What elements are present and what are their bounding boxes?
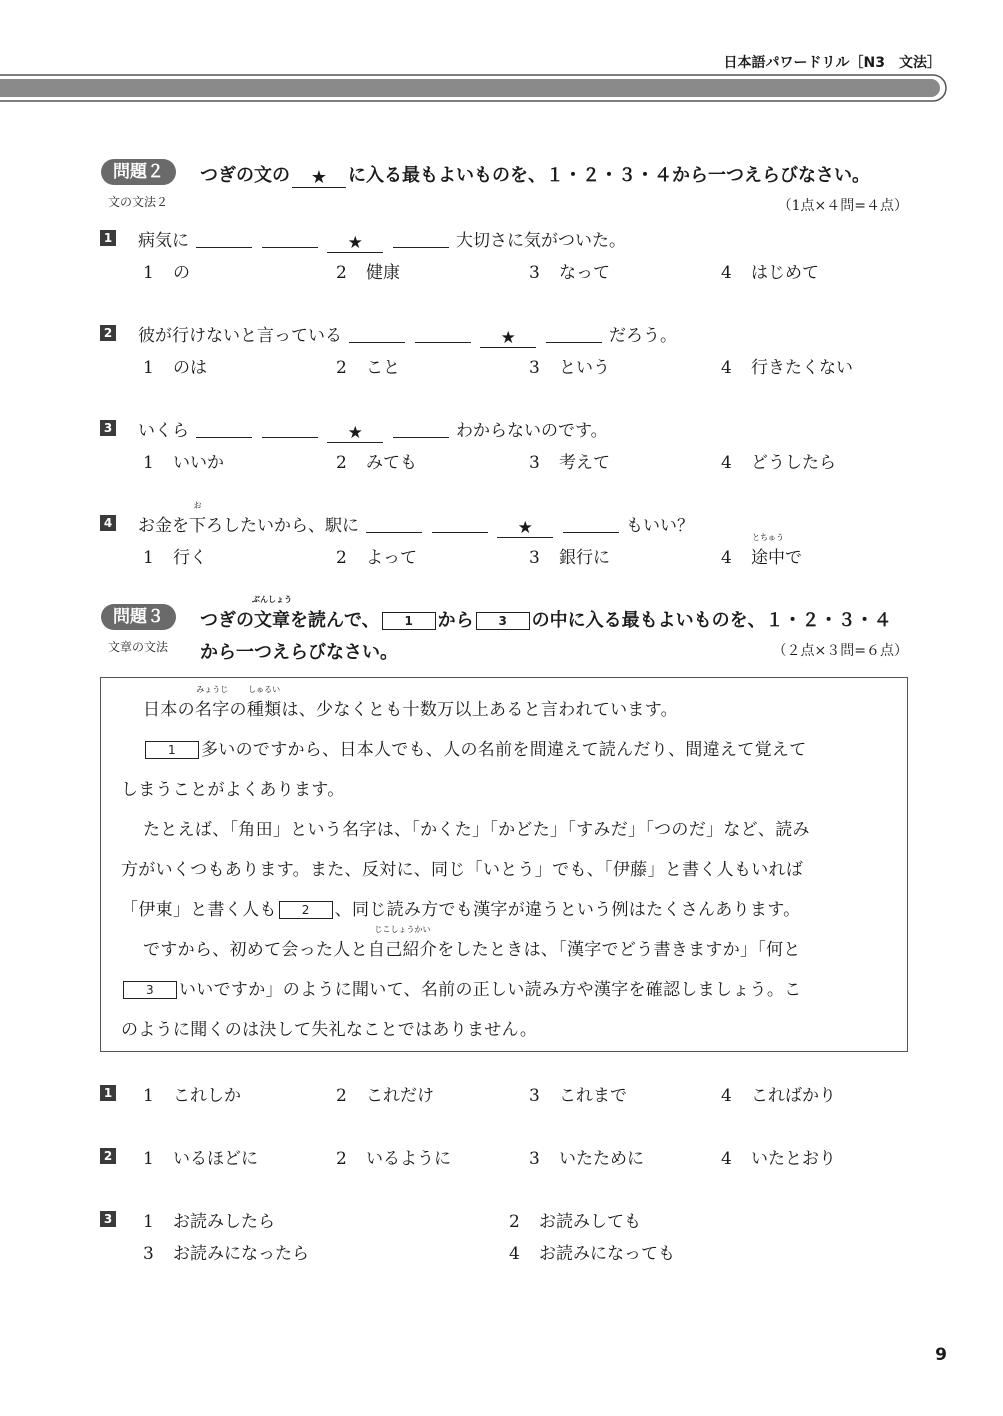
option[interactable]: 1 の [143,263,190,283]
option[interactable]: 3 これまで [529,1086,627,1106]
question-number: 3 [100,420,116,436]
answer-blank[interactable] [432,514,488,533]
option[interactable]: 2 これだけ [336,1086,434,1106]
option[interactable]: 3 お読みになったら [143,1244,309,1264]
answer-blank[interactable] [415,324,471,343]
blank-box: 1 [382,612,436,630]
mondai3-badge: 問題３ [101,604,176,630]
passage-line: しまうことがよくあります。 [121,780,345,800]
option[interactable]: 2 こと [336,358,400,378]
option[interactable]: 3 という [529,358,610,378]
option[interactable]: 3 銀行に [529,548,610,568]
option[interactable]: 2 よって [336,548,417,568]
passage-box [100,677,908,1052]
option[interactable]: 2 いるように [336,1149,451,1169]
passage-line: のように聞くのは決して失礼なことではありません。 [121,1020,538,1040]
question-sentence: 彼が行けないと言っている ★ だろう。 [138,326,678,348]
option[interactable]: 4 こればかり [721,1086,836,1106]
ruby-word: みょうじ 名字 [194,685,230,720]
option[interactable]: 1 お読みしたら [143,1212,275,1232]
option[interactable]: 4 とちゅう 途中で [721,533,802,568]
mondai2-badge: 問題２ [101,159,176,185]
question-number: 4 [100,515,116,531]
page-number: 9 [935,1345,947,1365]
option[interactable]: 1 行く [143,548,207,568]
option[interactable]: 1 のは [143,358,207,378]
ruby-word: ぶんしょう 文章 [252,595,292,631]
star-blank[interactable]: ★ [497,519,553,538]
answer-blank[interactable] [262,419,318,438]
star-blank: ★ [292,169,346,188]
mondai3-sublabel: 文章の文法 [108,640,169,654]
mondai3-score: （２点×３問=６点） [772,643,908,659]
option[interactable]: 4 いたとおり [721,1149,836,1169]
answer-blank[interactable] [393,229,449,248]
answer-blank[interactable] [196,419,252,438]
mondai2-instruction: つぎの文の ★ に入る最もよいものを、１・２・３・４から一つえらびなさい。 [200,165,870,188]
question-sentence: いくら ★ わからないのです。 [138,421,608,443]
option[interactable]: 2 お読みしても [509,1212,641,1232]
question-sentence: お金を お 下ろしたいから、駅に ★ もいい？ [138,501,695,538]
ruby-word: じこしょうかい 自己紹介 [367,925,438,960]
mondai2-sublabel: 文の文法２ [108,195,169,209]
option[interactable]: 1 これしか [143,1086,241,1106]
ruby-word: とちゅう 途中 [751,533,785,568]
mondai3-instruction-line2: から一つえらびなさい。 [200,642,398,663]
blank-box[interactable]: 2 [279,901,333,919]
option[interactable]: 3 考えて [529,453,610,473]
option[interactable]: 4 行きたくない [721,358,853,378]
question-number: 2 [100,325,116,341]
option[interactable]: 3 いたために [529,1149,644,1169]
answer-blank[interactable] [393,419,449,438]
passage-line: ですから、初めて会った人と じこしょうかい 自己紹介をしたときは、「漢字でどう書きますか」「何と [143,925,801,960]
passage-line: 日本の みょうじ 名字の しゅるい 種類は、少なくとも十数万以上あると言われています。 [143,685,678,720]
question-number: 2 [100,1148,116,1164]
answer-blank[interactable] [366,514,422,533]
book-title: 日本語パワードリル［N3 文法］ [723,55,941,71]
answer-blank[interactable] [349,324,405,343]
passage-line: 1 多いのですから、日本人でも、人の名前を間違えて読んだり、間違えて覚えて [143,735,807,760]
option[interactable]: 2 健康 [336,263,400,283]
question-number: 3 [100,1211,116,1227]
option[interactable]: 4 どうしたら [721,453,836,473]
option[interactable]: 4 お読みになっても [509,1244,675,1264]
passage-line: 方がいくつもあります。また、反対に、同じ「いとう」でも、「伊藤」と書く人もいれば [121,860,804,880]
mondai3-instruction: つぎの ぶんしょう 文章を読んで、 1 から 3 の中に入る最もよいものを、１・２・３・４ [200,595,892,631]
question-number: 1 [100,1085,116,1101]
header-bar [0,73,948,103]
ruby-word: しゅるい 種類 [246,685,282,720]
passage-line: 3 いいですか」のように聞いて、名前の正しい読み方や漢字を確認しましょう。こ [121,975,801,1000]
passage-line: 「伊東」と書く人も 2 、同じ読み方でも漢字が違うという例はたくさんあります。 [121,900,801,920]
option[interactable]: 3 なって [529,263,610,283]
question-number: 1 [100,230,116,246]
question-sentence: 病気に ★ 大切さに気がついた。 [138,231,627,253]
star-blank[interactable]: ★ [327,234,383,253]
option[interactable]: 2 みても [336,453,417,473]
answer-blank[interactable] [563,514,619,533]
blank-box: 3 [476,612,530,630]
ruby-word: お 下 [189,501,206,536]
blank-box[interactable]: 1 [145,741,199,759]
passage-line: たとえば、「角田」という名字は、「かくた」「かどた」「すみだ」「つのだ」など、読み [143,820,810,840]
option[interactable]: 1 いいか [143,453,224,473]
option[interactable]: 4 はじめて [721,263,819,283]
option[interactable]: 1 いるほどに [143,1149,258,1169]
answer-blank[interactable] [262,229,318,248]
star-blank[interactable]: ★ [327,424,383,443]
blank-box[interactable]: 3 [123,981,177,999]
answer-blank[interactable] [546,324,602,343]
mondai2-score: （1点×４問=４点） [777,198,908,214]
star-blank[interactable]: ★ [480,329,536,348]
answer-blank[interactable] [196,229,252,248]
